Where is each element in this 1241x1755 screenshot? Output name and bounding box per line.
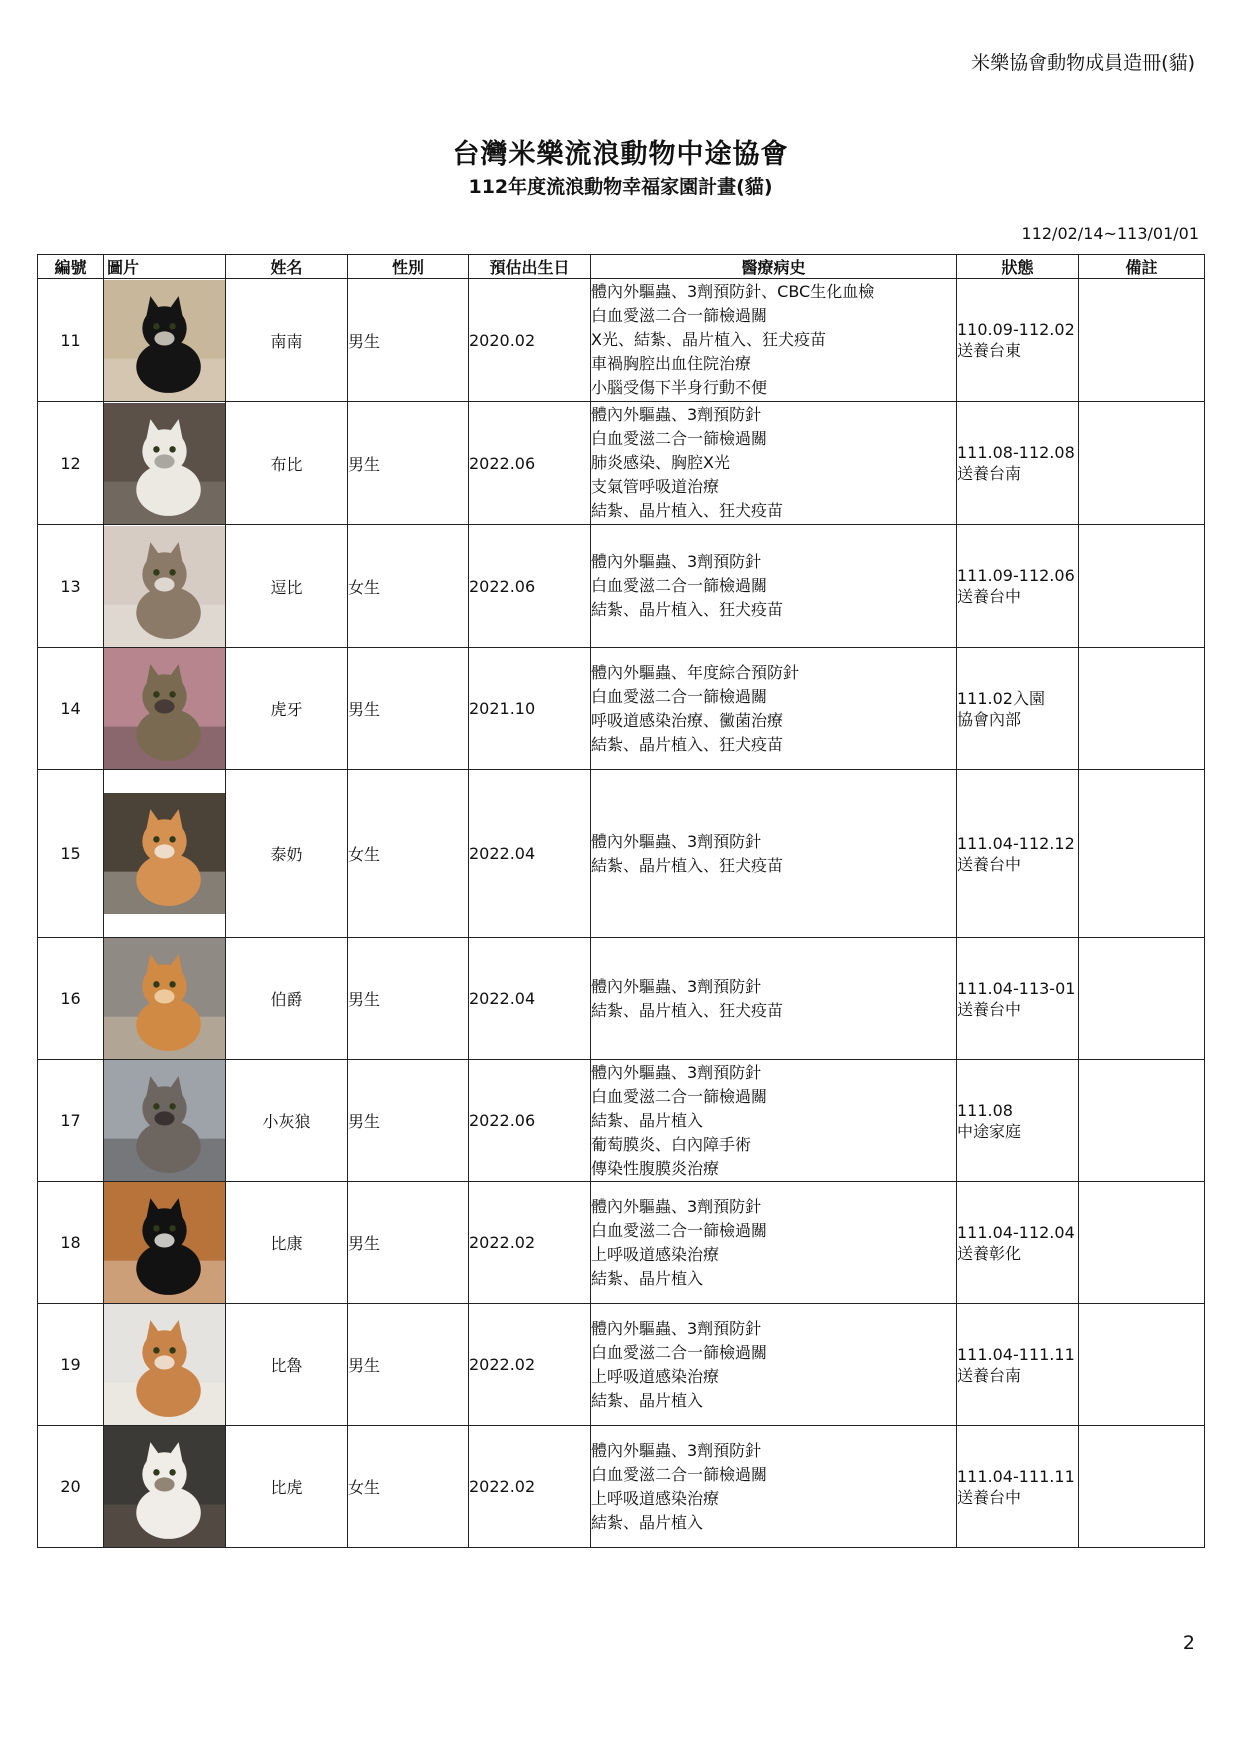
cell-photo (104, 1426, 226, 1548)
medical-line: 葡萄膜炎、白內障手術 (591, 1134, 752, 1154)
cell-photo (104, 279, 226, 402)
cell-medical (591, 770, 957, 938)
orange-white-cat-photo (104, 793, 225, 914)
medical-line: 結紮、晶片植入、狂犬疫苗 (591, 734, 784, 754)
cell-medical (591, 1060, 957, 1182)
status-period: 111.08 (957, 1100, 1013, 1120)
status-period: 111.09-112.06 (957, 566, 1075, 585)
orange-tabby-sitting-cat-photo (104, 1304, 225, 1425)
medical-line: 小腦受傷下半身行動不便 (591, 378, 768, 397)
status-placement: 送養台中 (957, 1487, 1022, 1507)
medical-line: 結紮、晶片植入、狂犬疫苗 (591, 501, 784, 520)
cell-status (957, 938, 1079, 1060)
status-period: 111.04-112.12 (957, 833, 1075, 853)
status-placement: 送養台中 (957, 999, 1022, 1019)
cell-gender: 男生 (348, 648, 469, 770)
cell-number: 16 (38, 938, 104, 1060)
cell-name: 比魯 (226, 1304, 348, 1426)
header-number: 編號 (38, 255, 104, 279)
cell-number: 17 (38, 1060, 104, 1182)
header-remark: 備註 (1079, 255, 1205, 279)
table-row (38, 1182, 1205, 1304)
medical-line: 體內外驅蟲、3劑預防針 (591, 552, 762, 571)
cell-medical (591, 402, 957, 525)
cell-birth: 2020.02 (469, 279, 591, 402)
cell-status (957, 1304, 1079, 1426)
cell-medical (591, 1304, 957, 1426)
table-row (38, 1304, 1205, 1426)
status-placement: 送養台東 (957, 341, 1022, 360)
status-placement: 送養台南 (957, 1365, 1022, 1385)
cat-roster-table (37, 254, 1205, 1548)
status-period: 110.09-112.02 (957, 320, 1075, 339)
orange-cat-photo (104, 938, 225, 1059)
medical-line: 體內外驅蟲、3劑預防針 (591, 1196, 762, 1216)
medical-line: 上呼吸道感染治療 (591, 1366, 720, 1386)
medical-line: 體內外驅蟲、3劑預防針 (591, 1440, 762, 1460)
cell-photo (104, 402, 226, 525)
table-body (38, 279, 1205, 1548)
cell-gender: 女生 (348, 525, 469, 648)
cell-remark (1079, 525, 1205, 648)
cell-status (957, 648, 1079, 770)
header-photo: 圖片 (104, 255, 226, 279)
cell-birth: 2022.06 (469, 402, 591, 525)
cell-birth: 2022.04 (469, 938, 591, 1060)
table-header-row (38, 255, 1205, 279)
cell-photo (104, 1304, 226, 1426)
medical-line: 體內外驅蟲、年度綜合預防針 (591, 662, 800, 682)
status-placement: 中途家庭 (957, 1121, 1022, 1141)
cell-name: 小灰狼 (226, 1060, 348, 1182)
cell-medical (591, 279, 957, 402)
header-name: 姓名 (226, 255, 348, 279)
medical-line: 體內外驅蟲、3劑預防針 (591, 1062, 762, 1082)
medical-line: 結紮、晶片植入 (591, 1110, 704, 1130)
cell-photo (104, 525, 226, 648)
medical-line: 體內外驅蟲、3劑預防針 (591, 1318, 762, 1338)
cell-number: 15 (38, 770, 104, 938)
cell-remark (1079, 770, 1205, 938)
cell-gender: 男生 (348, 402, 469, 525)
cell-birth: 2021.10 (469, 648, 591, 770)
medical-line: 結紮、晶片植入、狂犬疫苗 (591, 1000, 784, 1020)
status-period: 111.02入園 (957, 688, 1045, 708)
medical-line: 體內外驅蟲、3劑預防針 (591, 405, 762, 424)
medical-line: 車禍胸腔出血住院治療 (591, 354, 752, 373)
cell-remark (1079, 648, 1205, 770)
medical-line: 呼吸道感染治療、黴菌治療 (591, 710, 784, 730)
cell-status (957, 1426, 1079, 1548)
cell-name: 伯爵 (226, 938, 348, 1060)
status-period: 111.04-111.11 (957, 1344, 1075, 1364)
medical-line: 上呼吸道感染治療 (591, 1244, 720, 1264)
cell-gender: 男生 (348, 1060, 469, 1182)
cell-medical (591, 1426, 957, 1548)
medical-line: X光、結紮、晶片植入、狂犬疫苗 (591, 330, 826, 349)
medical-line: 傳染性腹膜炎治療 (591, 1158, 720, 1178)
cell-number: 14 (38, 648, 104, 770)
table-row (38, 938, 1205, 1060)
cell-name: 虎牙 (226, 648, 348, 770)
cell-remark (1079, 938, 1205, 1060)
cell-gender: 女生 (348, 1426, 469, 1548)
header-gender: 性別 (348, 255, 469, 279)
cell-number: 19 (38, 1304, 104, 1426)
table-row (38, 402, 1205, 525)
cell-gender: 男生 (348, 1304, 469, 1426)
status-period: 111.08-112.08 (957, 443, 1075, 462)
medical-line: 結紮、晶片植入 (591, 1390, 704, 1410)
cell-remark (1079, 1304, 1205, 1426)
medical-line: 白血愛滋二合一篩檢過關 (591, 1086, 768, 1106)
tabby-cat-in-tunnel-photo (104, 648, 225, 769)
medical-line: 白血愛滋二合一篩檢過關 (591, 1342, 768, 1362)
cell-medical (591, 1182, 957, 1304)
cell-status (957, 1182, 1079, 1304)
page-subtitle: 112年度流浪動物幸福家園計畫(貓) (468, 176, 773, 198)
table-row (38, 525, 1205, 648)
cell-name: 泰奶 (226, 770, 348, 938)
document-series-label: 米樂協會動物成員造冊(貓) (971, 52, 1195, 74)
cell-birth: 2022.02 (469, 1304, 591, 1426)
cell-photo (104, 938, 226, 1060)
white-gray-cat-photo (104, 403, 225, 524)
table-row (38, 279, 1205, 402)
white-tabby-cat-photo (104, 1426, 225, 1547)
cell-remark (1079, 402, 1205, 525)
status-placement: 送養台中 (957, 854, 1022, 874)
status-period: 111.04-112.04 (957, 1222, 1075, 1242)
table-row (38, 1426, 1205, 1548)
cell-number: 12 (38, 402, 104, 525)
medical-line: 結紮、晶片植入、狂犬疫苗 (591, 600, 784, 619)
cell-status (957, 525, 1079, 648)
status-period: 111.04-113-01 (957, 978, 1076, 998)
medical-line: 結紮、晶片植入 (591, 1268, 704, 1288)
medical-line: 結紮、晶片植入、狂犬疫苗 (591, 855, 784, 875)
page-number: 2 (1182, 1632, 1195, 1654)
cell-photo (104, 1060, 226, 1182)
medical-line: 體內外驅蟲、3劑預防針 (591, 976, 762, 996)
table-row (38, 770, 1205, 938)
medical-line: 上呼吸道感染治療 (591, 1488, 720, 1508)
cell-number: 13 (38, 525, 104, 648)
date-range: 112/02/14~113/01/01 (1021, 224, 1199, 243)
tuxedo-cat-photo (104, 1182, 225, 1303)
medical-line: 體內外驅蟲、3劑預防針、CBC生化血檢 (591, 282, 875, 301)
cell-name: 比康 (226, 1182, 348, 1304)
cell-medical (591, 938, 957, 1060)
cell-number: 20 (38, 1426, 104, 1548)
cell-birth: 2022.06 (469, 525, 591, 648)
cell-status (957, 770, 1079, 938)
medical-line: 肺炎感染、胸腔X光 (591, 453, 730, 472)
medical-line: 支氣管呼吸道治療 (591, 477, 720, 496)
cell-birth: 2022.04 (469, 770, 591, 938)
cell-status (957, 279, 1079, 402)
cell-number: 11 (38, 279, 104, 402)
cell-name: 比虎 (226, 1426, 348, 1548)
status-placement: 送養台中 (957, 587, 1022, 606)
cell-birth: 2022.02 (469, 1182, 591, 1304)
cell-birth: 2022.06 (469, 1060, 591, 1182)
header-status: 狀態 (957, 255, 1079, 279)
table-row (38, 1060, 1205, 1182)
header-medical: 醫療病史 (591, 255, 957, 279)
medical-line: 體內外驅蟲、3劑預防針 (591, 831, 762, 851)
gray-tabby-cat-in-box-photo (104, 1060, 225, 1181)
cell-medical (591, 525, 957, 648)
black-cat-photo (104, 280, 225, 401)
cell-name: 布比 (226, 402, 348, 525)
medical-line: 白血愛滋二合一篩檢過關 (591, 1464, 768, 1484)
cell-remark (1079, 1060, 1205, 1182)
status-placement: 送養台南 (957, 464, 1022, 483)
cell-status (957, 402, 1079, 525)
page-title: 台灣米樂流浪動物中途協會 (452, 139, 789, 170)
cell-status (957, 1060, 1079, 1182)
cell-photo (104, 648, 226, 770)
cell-photo (104, 770, 226, 938)
status-period: 111.04-111.11 (957, 1466, 1075, 1486)
cell-remark (1079, 1182, 1205, 1304)
cell-name: 南南 (226, 279, 348, 402)
cell-gender: 男生 (348, 938, 469, 1060)
medical-line: 白血愛滋二合一篩檢過關 (591, 686, 768, 706)
cell-gender: 男生 (348, 1182, 469, 1304)
status-placement: 協會內部 (957, 709, 1022, 729)
medical-line: 白血愛滋二合一篩檢過關 (591, 1220, 768, 1240)
cell-birth: 2022.02 (469, 1426, 591, 1548)
status-placement: 送養彰化 (957, 1243, 1022, 1263)
cell-gender: 男生 (348, 279, 469, 402)
table-row (38, 648, 1205, 770)
medical-line: 白血愛滋二合一篩檢過關 (591, 306, 768, 325)
medical-line: 白血愛滋二合一篩檢過關 (591, 576, 768, 595)
cell-remark (1079, 279, 1205, 402)
medical-line: 結紮、晶片植入 (591, 1512, 704, 1532)
header-birth: 預估出生日 (469, 255, 591, 279)
medical-line: 白血愛滋二合一篩檢過關 (591, 429, 768, 448)
cell-name: 逗比 (226, 525, 348, 648)
cell-gender: 女生 (348, 770, 469, 938)
cell-photo (104, 1182, 226, 1304)
cell-remark (1079, 1426, 1205, 1548)
cell-medical (591, 648, 957, 770)
tabby-white-cat-photo (104, 526, 225, 647)
cell-number: 18 (38, 1182, 104, 1304)
